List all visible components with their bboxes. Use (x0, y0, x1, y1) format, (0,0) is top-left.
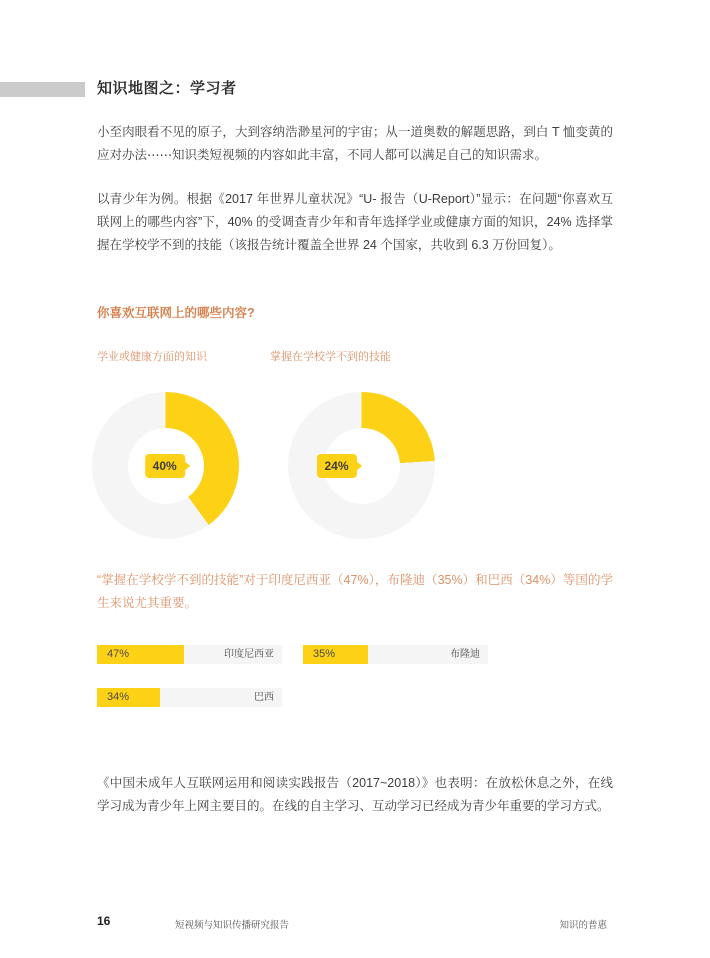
paragraph-conclusion: 《中国未成年人互联网运用和阅读实践报告（2017~2018）》也表明：在放松休息之外，在线学习成为青少年上网主要目的。在线的自主学习、互动学习已经成为青少年重要的学习方式。 (97, 776, 613, 813)
paragraph-intro: 小至肉眼看不见的原子，大到容纳浩渺星河的宇宙；从一道奥数的解题思路，到白 T 恤变黄的应对办法⋯⋯知识类短视频的内容如此丰富，不同人都可以满足自己的知识需求。 (97, 125, 613, 162)
bar-brazil (97, 688, 282, 707)
footer-doc-title: 短视频与知识传播研究报告 (175, 920, 290, 931)
bar-value-label: 35% (313, 648, 336, 660)
section-marker-bar (0, 82, 85, 97)
donut-label-skills: 掌握在学校学不到的技能 (270, 351, 391, 363)
paragraph-highlight: “掌握在学校学不到的技能”对于印度尼西亚（47%），布隆迪（35%）和巴西（34%）等国的学生来说尤其重要。 (97, 573, 613, 610)
bar-value-label: 34% (107, 691, 130, 703)
donut-chart-skills (288, 392, 435, 539)
paragraph-ureport: 以青少年为例。根据《2017 年世界儿童状况》“U- 报告（U-Report）”显示：在问题“你喜欢互联网上的哪些内容”下，40% 的受调查青少年和青年选择学业或健康方面的知识，24% 选择掌握在学校学不到的技能（该报告统计覆盖全世界 24 个国家，共收到 6.3 万份回复）。 (97, 192, 613, 252)
donut-value-label: 24% (324, 458, 349, 473)
donut-chart-knowledge (92, 392, 239, 539)
bar-category-label: 布隆迪 (450, 649, 480, 660)
bar-indonesia (97, 645, 282, 664)
bar-burundi (303, 645, 488, 664)
donut-value-badge (316, 454, 356, 478)
donut-value-label: 40% (152, 458, 177, 473)
footer-section-title: 知识的普惠 (559, 920, 607, 931)
page-title: 知识地图之：学习者 (97, 80, 237, 97)
bar-category-label: 印度尼西亚 (224, 649, 274, 660)
bar-category-label: 巴西 (254, 692, 274, 703)
donut-value-badge (145, 454, 185, 478)
donut-label-knowledge: 学业或健康方面的知识 (97, 351, 207, 363)
chart-question-title: 你喜欢互联网上的哪些内容? (97, 306, 255, 320)
bar-value-label: 47% (107, 648, 130, 660)
footer-page-number: 16 (97, 914, 111, 928)
